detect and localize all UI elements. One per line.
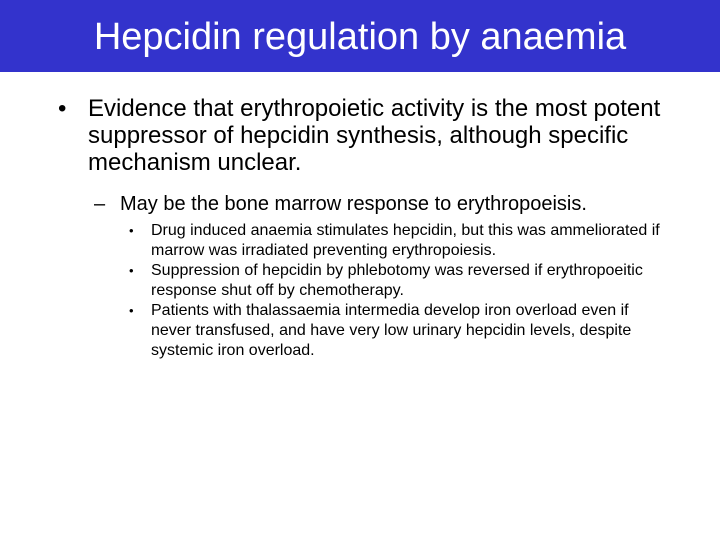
dash-marker: – xyxy=(94,193,106,215)
main-bullet xyxy=(58,95,688,176)
bullet-marker: • xyxy=(58,95,67,122)
sub-bullet-text: May be the bone marrow response to erythropoeisis. xyxy=(120,193,587,215)
detail-bullet xyxy=(129,261,671,301)
bullet-marker: • xyxy=(129,263,134,278)
bullet-marker: • xyxy=(129,223,134,238)
detail-bullet xyxy=(129,221,671,261)
slide-title: Hepcidin regulation by anaemia xyxy=(93,16,627,58)
detail-bullet-text: Patients with thalassaemia intermedia develop iron overload even if never transfused, and have very low urinary hepcidin levels, despite systemic iron overload. xyxy=(151,302,632,359)
detail-bullet-text: Suppression of hepcidin by phlebotomy was reversed if erythropoeitic response shut off by chemotherapy. xyxy=(151,262,643,299)
detail-bullet-text: Drug induced anaemia stimulates hepcidin, but this was ammeliorated if marrow was irradiated preventing erythropoiesis. xyxy=(151,222,660,259)
bullet-marker: • xyxy=(129,303,134,318)
main-bullet-text: Evidence that erythropoietic activity is the most potent suppressor of hepcidin synthesis, although specific mechanism unclear. xyxy=(88,95,661,176)
slide-content xyxy=(0,95,720,361)
sub-bullet xyxy=(94,192,680,217)
detail-bullet xyxy=(129,301,671,361)
title-bar xyxy=(0,0,720,72)
